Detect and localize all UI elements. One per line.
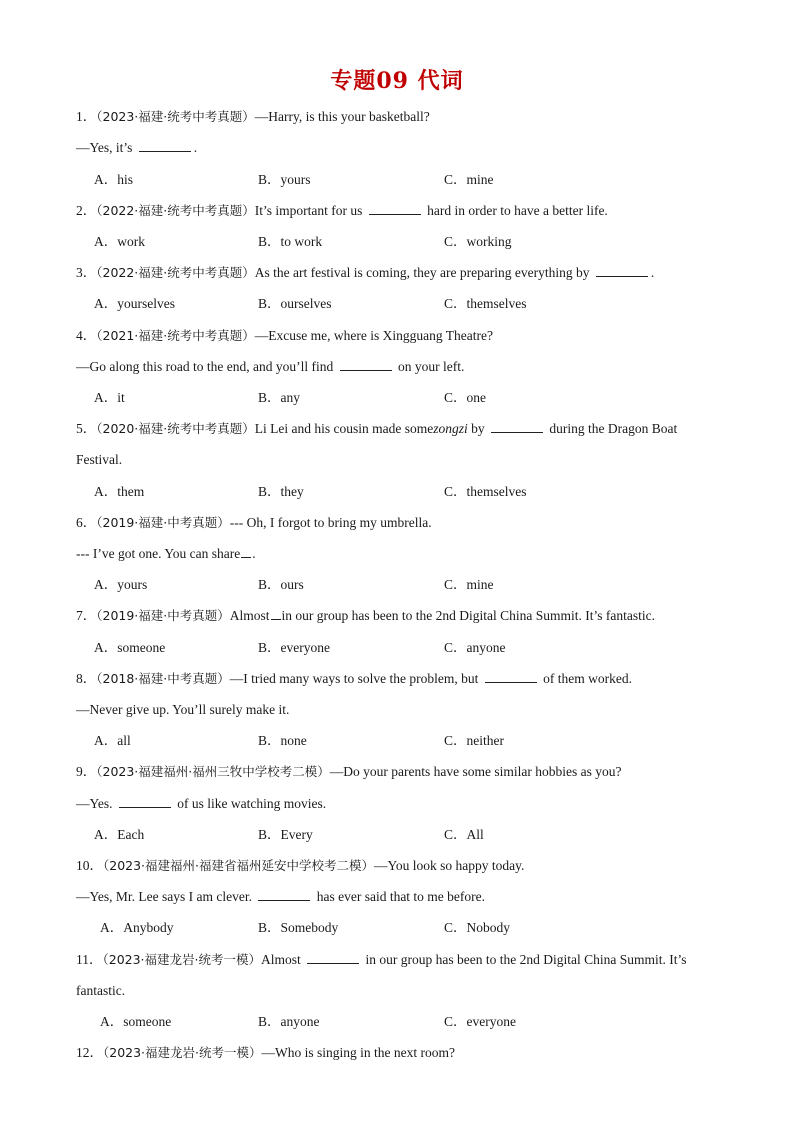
option-a: A．it — [94, 390, 125, 405]
question-text: on your left. — [397, 359, 465, 374]
question-source: （2019·福建·中考真题） — [96, 515, 230, 530]
question-source: （2023·福建龙岩·统考一模） — [102, 952, 262, 967]
option-b: B．none — [258, 733, 307, 748]
question-text: —Never give up. You’ll surely make it. — [76, 702, 290, 717]
option-b: B．to work — [258, 234, 323, 249]
option-b: B．anyone — [258, 1014, 320, 1029]
question-stem: by — [471, 421, 485, 436]
answer-blank — [369, 202, 421, 215]
question-1 — [76, 108, 430, 126]
question-11 — [76, 951, 687, 969]
option-a: A．all — [94, 733, 131, 748]
option-a: A．them — [94, 484, 145, 499]
question-10 — [76, 857, 524, 875]
option-b: B．they — [258, 484, 304, 499]
question-source: （2020·福建·统考中考真题） — [96, 421, 255, 436]
question-text: . — [252, 546, 256, 561]
option-a: A．yourselves — [94, 296, 175, 311]
question-number: 2． — [76, 203, 97, 218]
question-stem: —I tried many ways to solve the problem, but — [229, 671, 479, 686]
question-text: of us like watching movies. — [177, 796, 327, 811]
question-text: Festival. — [76, 452, 123, 467]
question-text: —Yes, it’s — [76, 140, 133, 155]
option-c: C．Nobody — [444, 920, 511, 935]
option-b: B．Somebody — [258, 920, 339, 935]
question-number: 4． — [76, 328, 97, 343]
answer-blank — [340, 358, 392, 371]
option-c: C．mine — [444, 577, 494, 592]
question-number: 3． — [76, 265, 97, 280]
question-stem: It’s important for us — [254, 203, 363, 218]
option-c: C．All — [444, 827, 484, 842]
question-stem: . — [650, 265, 655, 280]
question-9 — [76, 763, 621, 781]
option-a: A．someone — [94, 640, 166, 655]
question-number: 7． — [76, 608, 97, 623]
question-number: 8． — [76, 671, 97, 686]
question-stem: —Who is singing in the next room? — [261, 1045, 455, 1060]
question-12 — [76, 1044, 455, 1062]
option-c: C．anyone — [444, 640, 506, 655]
option-c: C．working — [444, 234, 512, 249]
option-a: A．someone — [100, 1014, 172, 1029]
question-stem: of them worked. — [543, 671, 632, 686]
question-5 — [76, 420, 677, 438]
question-stem: —Harry, is this your basketball? — [254, 109, 430, 124]
option-c: C．everyone — [444, 1014, 516, 1029]
question-number: 5． — [76, 421, 97, 436]
question-9-line2 — [76, 795, 326, 813]
question-stem: --- Oh, I forgot to bring my umbrella. — [229, 515, 432, 530]
answer-blank — [596, 264, 648, 277]
question-stem: during the Dragon Boat — [549, 421, 678, 436]
question-text: --- I’ve got one. You can share — [76, 546, 241, 561]
page-title: 专题09 代词 — [330, 68, 464, 94]
question-text: —Yes. — [76, 796, 113, 811]
question-source: （2018·福建·中考真题） — [96, 671, 230, 686]
question-8-line2 — [76, 701, 289, 719]
answer-blank — [139, 139, 191, 152]
option-b: B．ours — [258, 577, 304, 592]
option-a: A．his — [94, 172, 134, 187]
answer-blank — [258, 888, 310, 901]
option-c: C．themselves — [444, 296, 527, 311]
option-a: A．yours — [94, 577, 148, 592]
question-number: 9． — [76, 764, 97, 779]
question-source: （2023·福建福州·福州三牧中学校考二模） — [96, 764, 330, 779]
question-7 — [76, 607, 655, 625]
question-number: 6． — [76, 515, 97, 530]
question-stem: Almost — [261, 952, 301, 967]
question-text: . — [193, 140, 198, 155]
option-b: B．everyone — [258, 640, 330, 655]
question-1-line2 — [76, 139, 197, 157]
question-stem: Li Lei and his cousin made some — [254, 421, 434, 436]
question-5-line2 — [76, 451, 122, 469]
question-number: 12． — [76, 1045, 103, 1060]
question-number: 1． — [76, 109, 97, 124]
question-number: 10． — [76, 858, 103, 873]
answer-blank — [485, 670, 537, 683]
question-8 — [76, 670, 632, 688]
question-source: （2021·福建·统考中考真题） — [96, 328, 255, 343]
question-source: （2022·福建·统考中考真题） — [96, 265, 255, 280]
question-text: fantastic. — [76, 983, 126, 998]
question-stem: in our group has been to the 2nd Digital China Summit. It’s — [365, 952, 687, 967]
question-stem: —You look so happy today. — [374, 858, 525, 873]
option-a: A．Anybody — [100, 920, 174, 935]
answer-blank — [271, 607, 281, 620]
question-3 — [76, 264, 654, 282]
question-stem: Almost — [229, 608, 270, 623]
answer-blank — [491, 420, 543, 433]
option-b: B．any — [258, 390, 300, 405]
question-stem: in our group has been to the 2nd Digital China Summit. It’s fantastic. — [281, 608, 655, 623]
option-b: B．Every — [258, 827, 313, 842]
question-10-line2 — [76, 888, 485, 906]
option-c: C．neither — [444, 733, 504, 748]
option-a: A．Each — [94, 827, 145, 842]
option-c: C．one — [444, 390, 486, 405]
question-4 — [76, 327, 493, 345]
question-6 — [76, 514, 432, 532]
option-c: C．themselves — [444, 484, 527, 499]
option-b: B．yours — [258, 172, 311, 187]
question-11-line2 — [76, 982, 125, 1000]
question-source: （2023·福建龙岩·统考一模） — [103, 1045, 262, 1060]
question-6-line2 — [76, 545, 256, 563]
answer-blank — [307, 951, 359, 964]
answer-blank — [241, 545, 251, 558]
question-stem: hard in order to have a better life. — [427, 203, 608, 218]
question-4-line2 — [76, 358, 464, 376]
question-number: 11． — [76, 952, 103, 967]
option-a: A．work — [94, 234, 145, 249]
answer-blank — [119, 795, 171, 808]
question-2 — [76, 202, 608, 220]
question-source: （2023·福建福州·福建省福州延安中学校考二模） — [103, 858, 375, 873]
question-text: —Yes, Mr. Lee says I am clever. — [76, 889, 252, 904]
question-source: （2019·福建·中考真题） — [96, 608, 230, 623]
option-b: B．ourselves — [258, 296, 332, 311]
question-source: （2023·福建·统考中考真题） — [96, 109, 255, 124]
question-text: —Go along this road to the end, and you’ll find — [76, 359, 334, 374]
option-c: C．mine — [444, 172, 494, 187]
question-stem: —Do your parents have some similar hobbies as you? — [329, 764, 622, 779]
question-source: （2022·福建·统考中考真题） — [96, 203, 255, 218]
question-text: has ever said that to me before. — [316, 889, 486, 904]
question-stem: As the art festival is coming, they are preparing everything by — [254, 265, 590, 280]
italic-term: zongzi — [433, 421, 468, 436]
question-stem: —Excuse me, where is Xingguang Theatre? — [254, 328, 493, 343]
